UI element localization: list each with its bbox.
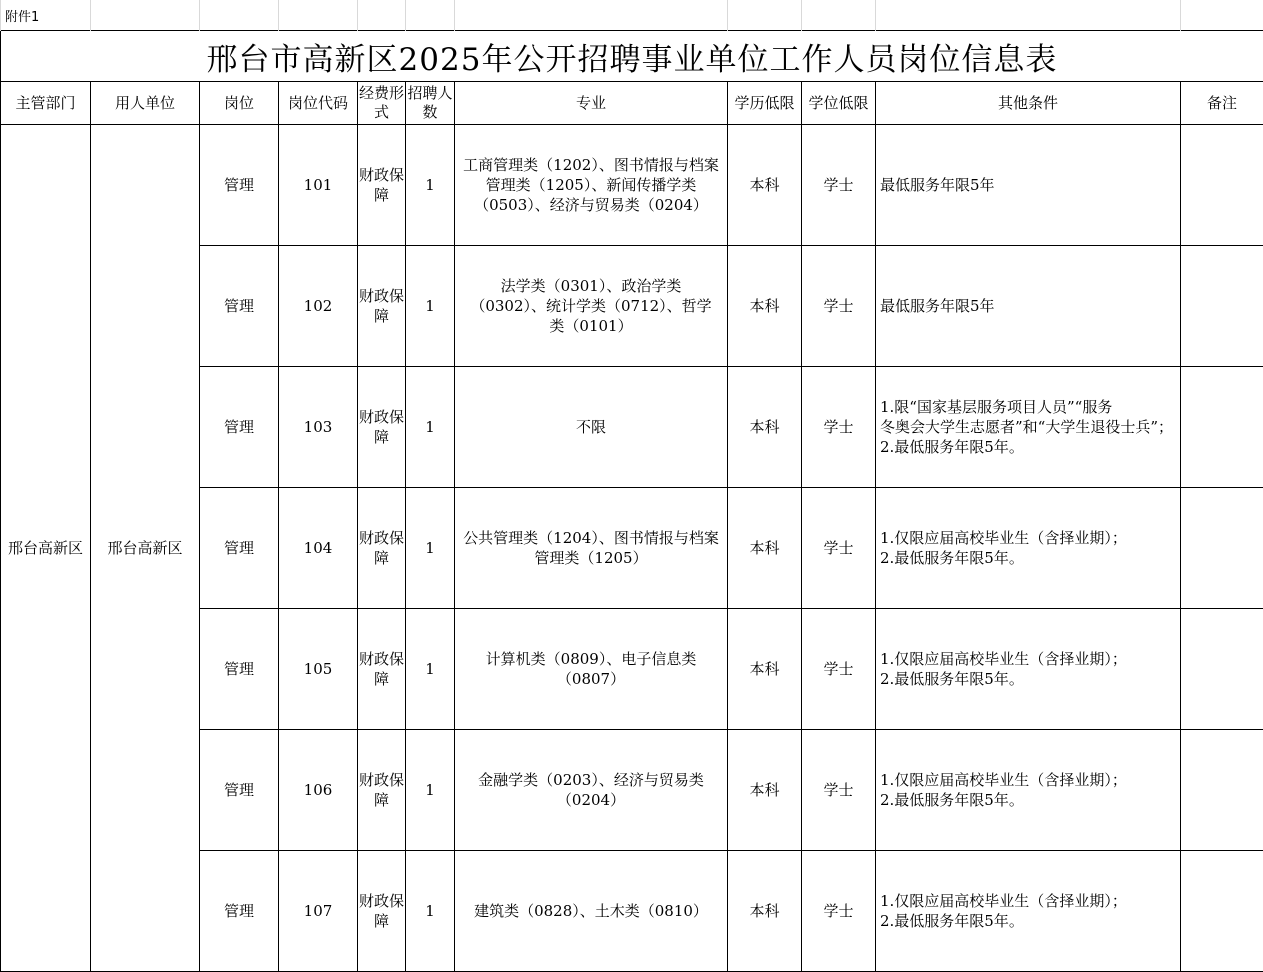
other-conditions-cell[interactable] — [876, 851, 1181, 972]
code-cell[interactable]: 101 — [279, 125, 358, 246]
other-conditions-cell[interactable] — [876, 246, 1181, 367]
degree-cell[interactable]: 学士 — [802, 246, 876, 367]
condition-line: 最低服务年限5年 — [880, 296, 1176, 316]
edu-cell[interactable]: 本科 — [728, 125, 802, 246]
remark-cell[interactable] — [1181, 851, 1263, 972]
department-cell[interactable]: 邢台高新区 — [1, 125, 91, 972]
condition-line: 1.仅限应届高校毕业生（含择业期）； — [880, 891, 1176, 911]
code-cell[interactable]: 105 — [279, 609, 358, 730]
header-funding[interactable]: 经费形式 — [358, 82, 406, 125]
other-conditions-cell[interactable] — [876, 367, 1181, 488]
other-conditions-cell[interactable] — [876, 609, 1181, 730]
major-cell[interactable]: 工商管理类（1202）、图书情报与档案管理类（1205）、新闻传播学类（0503）、经济与贸易类（0204） — [455, 125, 728, 246]
funding-cell[interactable]: 财政保障 — [358, 730, 406, 851]
condition-line: 冬奥会大学生志愿者”和“大学生退役士兵”； — [880, 417, 1176, 437]
unit-cell[interactable]: 邢台高新区 — [91, 125, 200, 972]
other-conditions-cell[interactable] — [876, 730, 1181, 851]
degree-cell[interactable]: 学士 — [802, 125, 876, 246]
title-row — [1, 31, 1263, 82]
code-cell[interactable]: 106 — [279, 730, 358, 851]
degree-cell[interactable]: 学士 — [802, 488, 876, 609]
count-cell[interactable]: 1 — [406, 609, 455, 730]
header-remark[interactable]: 备注 — [1181, 82, 1263, 125]
edu-cell[interactable]: 本科 — [728, 851, 802, 972]
attachment-label[interactable]: 附件1 — [1, 0, 91, 31]
post-cell[interactable]: 管理 — [200, 609, 279, 730]
header-code[interactable]: 岗位代码 — [279, 82, 358, 125]
condition-line: 2.最低服务年限5年。 — [880, 548, 1176, 568]
other-conditions-cell[interactable] — [876, 488, 1181, 609]
degree-cell[interactable]: 学士 — [802, 851, 876, 972]
count-cell[interactable]: 1 — [406, 488, 455, 609]
major-cell[interactable]: 计算机类（0809）、电子信息类（0807） — [455, 609, 728, 730]
remark-cell[interactable] — [1181, 730, 1263, 851]
condition-line: 2.最低服务年限5年。 — [880, 669, 1176, 689]
post-cell[interactable]: 管理 — [200, 367, 279, 488]
header-degree[interactable]: 学位低限 — [802, 82, 876, 125]
condition-line: 2.最低服务年限5年。 — [880, 790, 1176, 810]
header-major[interactable]: 专业 — [455, 82, 728, 125]
edu-cell[interactable]: 本科 — [728, 367, 802, 488]
edu-cell[interactable]: 本科 — [728, 730, 802, 851]
condition-line: 最低服务年限5年 — [880, 175, 1176, 195]
major-cell[interactable]: 金融学类（0203）、经济与贸易类（0204） — [455, 730, 728, 851]
count-cell[interactable]: 1 — [406, 730, 455, 851]
count-cell[interactable]: 1 — [406, 851, 455, 972]
code-cell[interactable]: 107 — [279, 851, 358, 972]
header-dept[interactable]: 主管部门 — [1, 82, 91, 125]
remark-cell[interactable] — [1181, 367, 1263, 488]
attachment-row — [1, 0, 1263, 31]
major-cell[interactable]: 不限 — [455, 367, 728, 488]
condition-line: 2.最低服务年限5年。 — [880, 911, 1176, 931]
count-cell[interactable]: 1 — [406, 246, 455, 367]
funding-cell[interactable]: 财政保障 — [358, 609, 406, 730]
condition-line: 1.仅限应届高校毕业生（含择业期）； — [880, 770, 1176, 790]
header-post[interactable]: 岗位 — [200, 82, 279, 125]
degree-cell[interactable]: 学士 — [802, 609, 876, 730]
funding-cell[interactable]: 财政保障 — [358, 488, 406, 609]
funding-cell[interactable]: 财政保障 — [358, 246, 406, 367]
header-edu[interactable]: 学历低限 — [728, 82, 802, 125]
condition-line: 2.最低服务年限5年。 — [880, 437, 1176, 457]
funding-cell[interactable]: 财政保障 — [358, 851, 406, 972]
post-cell[interactable]: 管理 — [200, 851, 279, 972]
condition-line: 1.仅限应届高校毕业生（含择业期）； — [880, 528, 1176, 548]
remark-cell[interactable] — [1181, 609, 1263, 730]
code-cell[interactable]: 102 — [279, 246, 358, 367]
count-cell[interactable]: 1 — [406, 367, 455, 488]
header-other[interactable]: 其他条件 — [876, 82, 1181, 125]
remark-cell[interactable] — [1181, 488, 1263, 609]
edu-cell[interactable]: 本科 — [728, 609, 802, 730]
code-cell[interactable]: 104 — [279, 488, 358, 609]
code-cell[interactable]: 103 — [279, 367, 358, 488]
degree-cell[interactable]: 学士 — [802, 367, 876, 488]
count-cell[interactable]: 1 — [406, 125, 455, 246]
post-cell[interactable]: 管理 — [200, 246, 279, 367]
post-cell[interactable]: 管理 — [200, 488, 279, 609]
page-title[interactable]: 邢台市高新区2025年公开招聘事业单位工作人员岗位信息表 — [1, 31, 1263, 82]
edu-cell[interactable]: 本科 — [728, 488, 802, 609]
post-cell[interactable]: 管理 — [200, 730, 279, 851]
condition-line: 1.仅限应届高校毕业生（含择业期）； — [880, 649, 1176, 669]
header-unit[interactable]: 用人单位 — [91, 82, 200, 125]
major-cell[interactable]: 建筑类（0828）、土木类（0810） — [455, 851, 728, 972]
major-cell[interactable]: 公共管理类（1204）、图书情报与档案管理类（1205） — [455, 488, 728, 609]
edu-cell[interactable]: 本科 — [728, 246, 802, 367]
major-cell[interactable]: 法学类（0301）、政治学类（0302）、统计学类（0712）、哲学类（0101） — [455, 246, 728, 367]
degree-cell[interactable]: 学士 — [802, 730, 876, 851]
funding-cell[interactable]: 财政保障 — [358, 367, 406, 488]
other-conditions-cell[interactable] — [876, 125, 1181, 246]
table-row — [1, 125, 1263, 246]
post-cell[interactable]: 管理 — [200, 125, 279, 246]
remark-cell[interactable] — [1181, 125, 1263, 246]
header-row — [1, 82, 1263, 125]
condition-line: 1.限“国家基层服务项目人员”“服务 — [880, 397, 1176, 417]
funding-cell[interactable]: 财政保障 — [358, 125, 406, 246]
header-count[interactable]: 招聘人数 — [406, 82, 455, 125]
remark-cell[interactable] — [1181, 246, 1263, 367]
